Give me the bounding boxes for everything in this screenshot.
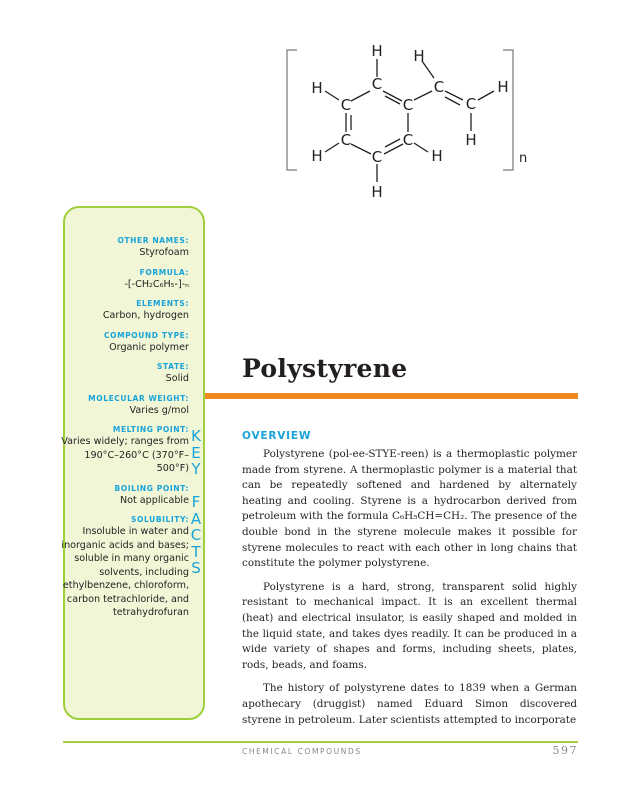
key-fact-label: MELTING POINT:	[112, 425, 189, 434]
atom-c-vinyl-1: C	[433, 78, 445, 96]
page-number: 597	[552, 744, 578, 757]
key-fact-value: Styrofoam	[139, 247, 189, 258]
atom-h-top: H	[371, 42, 383, 60]
footer-rule	[63, 741, 578, 743]
atom-h-bottom: H	[371, 183, 383, 201]
atom-c-vinyl-2: C	[465, 95, 477, 113]
key-fact	[61, 425, 189, 476]
key-facts-sidebar	[63, 206, 205, 720]
key-facts-letter: Y	[191, 460, 201, 478]
key-facts-letter: E	[191, 443, 201, 462]
key-facts-letter: A	[190, 509, 202, 528]
key-facts-letter: F	[191, 493, 201, 511]
key-fact	[61, 484, 189, 508]
paragraph-2: Polystyrene is a hard, strong, transparent solid highly resistant to mechanical impact. It is an excellent thermal (heat) and electrical insulator, is easily shaped and molded in the liquid state, and takes dyes readily. It can be produced in a wide variety of shapes and forms, including sheets, plates, rods, beads, and foams.	[242, 580, 577, 671]
paragraph-3: The history of polystyrene dates to 1839 when a German apothecary (druggist) named Eduard Simon discovered styrene in petroleum. Later scientists attempted to incorporate	[242, 682, 577, 726]
key-fact-label: STATE:	[157, 362, 189, 371]
atom-h-upper-left: H	[311, 79, 323, 97]
key-facts-letter: S	[191, 559, 201, 577]
key-fact-value: -[-CH₂C₆H₅-]-ₙ	[124, 278, 189, 290]
paragraph-1: Polystyrene (pol-ee-STYE-reen) is a thermoplastic polymer made from styrene. A thermoplastic polymer is a material that can be repeatedly softened and hardened by alternately heating and cooling. Styrene is a hydrocarbon derived from petroleum with the formula C₆H₅CH=CH₂. The presence of the double bond in the styrene molecule makes it possible for styrene molecules to react with each other in long chains that constitute the polymer polystyrene.	[242, 448, 577, 570]
key-fact-label: BOILING POINT:	[114, 483, 189, 493]
atom-h-lower-left: H	[311, 147, 323, 165]
running-footer-title: CHEMICAL COMPOUNDS	[242, 747, 362, 756]
key-fact-label: OTHER NAMES:	[117, 236, 189, 245]
key-fact-label: MOLECULAR WEIGHT:	[88, 393, 189, 403]
right-bracket	[503, 50, 513, 170]
key-fact	[61, 236, 189, 260]
atom-c-ring-upper-left: C	[340, 96, 352, 114]
key-fact-label: COMPOUND TYPE:	[104, 330, 189, 340]
atom-h-vinyl-bottom: H	[465, 131, 477, 149]
atom-c-ring-upper-right: C	[402, 96, 414, 114]
key-facts-letter	[186, 478, 206, 495]
key-fact-value: Varies g/mol	[129, 404, 189, 416]
atom-h-vinyl-top: H	[413, 47, 425, 65]
article-body	[242, 447, 577, 736]
key-facts-letter: C	[190, 526, 202, 544]
key-fact-label: FORMULA:	[139, 267, 189, 277]
atom-c-ring-lower-right: C	[402, 131, 414, 149]
atom-h-lower-right: H	[431, 147, 443, 165]
key-fact-value: Carbon, hydrogen	[102, 310, 189, 321]
key-facts-letter: T	[191, 542, 201, 561]
key-fact-value: Insoluble in water and inorganic acids and bases; soluble in many organic solvents, including ethylbenzene, chloroform, carbon tetrachloride, and tetrahydrofuran	[61, 526, 189, 618]
key-fact-label: ELEMENTS:	[136, 299, 189, 308]
bonds	[325, 59, 494, 182]
key-fact	[61, 362, 189, 386]
page-title: Polystyrene	[242, 354, 408, 383]
repeat-subscript-n: n	[519, 151, 528, 166]
section-heading: OVERVIEW	[242, 430, 312, 442]
polystyrene-structure-diagram	[270, 30, 550, 210]
atom-c-ring-top: C	[371, 75, 383, 93]
key-fact-value: Varies widely; ranges from 190°C–260°C (370°F–500°F)	[61, 436, 189, 474]
key-facts-vertical-label	[186, 428, 206, 577]
key-fact-value: Not applicable	[119, 494, 189, 506]
key-fact	[61, 515, 189, 620]
atom-h-vinyl-right: H	[497, 78, 509, 96]
key-facts-letter: K	[191, 427, 201, 445]
left-bracket	[287, 50, 297, 170]
title-rule	[205, 393, 578, 399]
key-fact	[61, 331, 189, 355]
key-fact-value: Organic polymer	[109, 341, 189, 353]
atom-c-ring-bottom: C	[371, 148, 383, 166]
atom-c-ring-lower-left: C	[340, 131, 352, 149]
key-fact-label: SOLUBILITY:	[131, 515, 189, 524]
key-fact-value: Solid	[165, 373, 189, 384]
key-facts-list	[61, 236, 189, 628]
key-fact	[61, 268, 189, 292]
key-fact	[61, 394, 189, 418]
key-fact	[61, 299, 189, 323]
